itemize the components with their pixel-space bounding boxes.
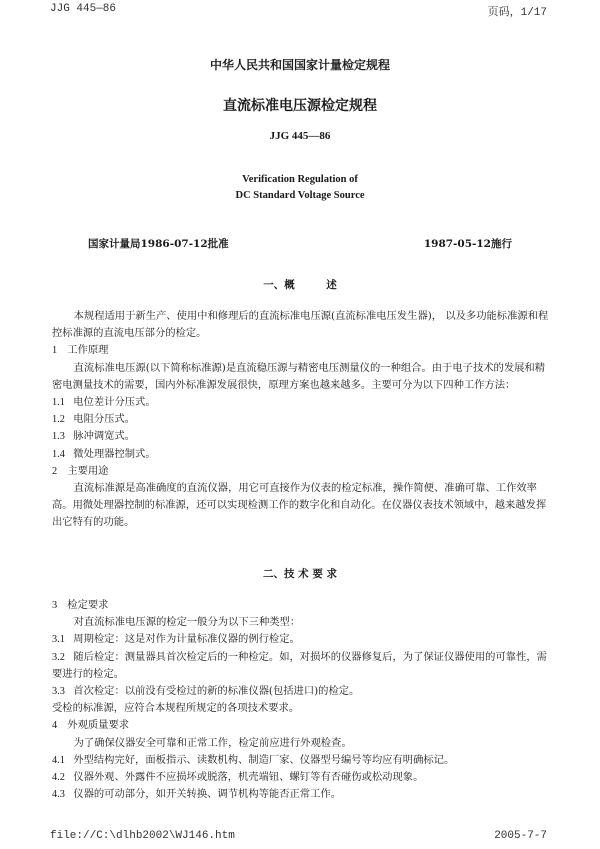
regulation-series-title: 中华人民共和国国家计量检定规程 [209, 58, 390, 72]
english-title-line2: DC Standard Voltage Source [235, 190, 365, 201]
english-title-line1: Verification Regulation of [242, 174, 358, 185]
english-title [0, 172, 600, 204]
check-item: 4.3 仪器的可动部分，如开关转换、调节机构等能否正常工作。 [52, 788, 341, 801]
method-item: 1.1 电位差计分压式。 [52, 396, 156, 409]
header-doc-code: JJG 445—86 [50, 3, 117, 15]
section1-title: 一、概 述 [263, 279, 337, 291]
item4-text: 为了确保仪器安全可靠和正常工作，检定前应进行外观检查。 [73, 736, 352, 749]
method-item: 1.3 脉冲调宽式。 [52, 430, 136, 443]
check-item: 4.1 外型结构完好，面板指示、读数机构、制造厂家、仪器型号编号等均应有明确标记。 [52, 753, 455, 766]
type-item: 3.1 周期检定：这是对作为计量标准仪器的例行检定。 [52, 633, 300, 646]
item2-heading: 2 主要用途 [52, 464, 109, 477]
header-page-number: 页码，1/17 [487, 7, 547, 19]
footer-file-path: file://C:\dlhb2002\WJ146.htm [50, 830, 235, 842]
item1-heading: 1 工作原理 [52, 344, 109, 357]
method-item: 1.4 微处理器控制式。 [52, 447, 156, 460]
check-item: 4.2 仪器外观、外露件不应损坏或脱落，机壳端钮、螺钉等有否碰伤或松动现象。 [52, 771, 424, 784]
footer-date: 2005-7-7 [494, 830, 547, 842]
item3-note: 受检的标准源，应符合本规程所规定的各项技术要求。 [52, 702, 300, 715]
section2-body [52, 597, 552, 803]
item1-text: 直流标准电压源(以下简称标准源)是直流稳压源与精密电压测量仪的一种组合。由于电子技术的发展和精密电测量技术的需要，国内外标准源发展很快，原理方案也越来越多。主要可分为以下四种工作方法： [52, 361, 546, 391]
method-item: 1.2 电阻分压式。 [52, 413, 136, 426]
item3-heading: 3 检定要求 [52, 599, 109, 611]
item2-text: 直流标准源是高准确度的直流仪器，用它可直接作为仪表的检定标准，操作简便、准确可靠、工作效率高。用微处理器控制的标准源，还可以实现检测工作的数字化和自动化。在仪器仪表技术领域中，越来越发挥出它特有的功能。 [52, 482, 547, 529]
section1-intro: 本规程适用于新生产、使用中和修理后的直流标准电压源(直流标准电压发生器)， 以及多功能标准源和程控标准源的直流电压部分的检定。 [52, 310, 549, 340]
section2-title: 二、技 术 要 求 [263, 568, 337, 580]
item3-text: 对直流标准电压源的检定一般分为以下三种类型： [73, 616, 301, 629]
type-item: 3.2 随后检定：测量器具首次检定后的一种检定。如，对损坏的仪器修复后，为了保证仪器使用的可靠性，需要进行的检定。 [52, 650, 547, 680]
approval-date: 国家计量局1986-07-12批准 [88, 238, 229, 250]
item4-heading: 4 外观质量要求 [52, 719, 130, 732]
effective-date: 1987-05-12施行 [423, 238, 512, 250]
document-title: 直流标准电压源检定规程 [223, 98, 377, 114]
document-code: JJG 445—86 [269, 130, 331, 142]
section1-body [52, 308, 552, 532]
type-item: 3.3 首次检定：以前没有受检过的新的标准仪器(包括进口)的检定。 [52, 685, 360, 698]
